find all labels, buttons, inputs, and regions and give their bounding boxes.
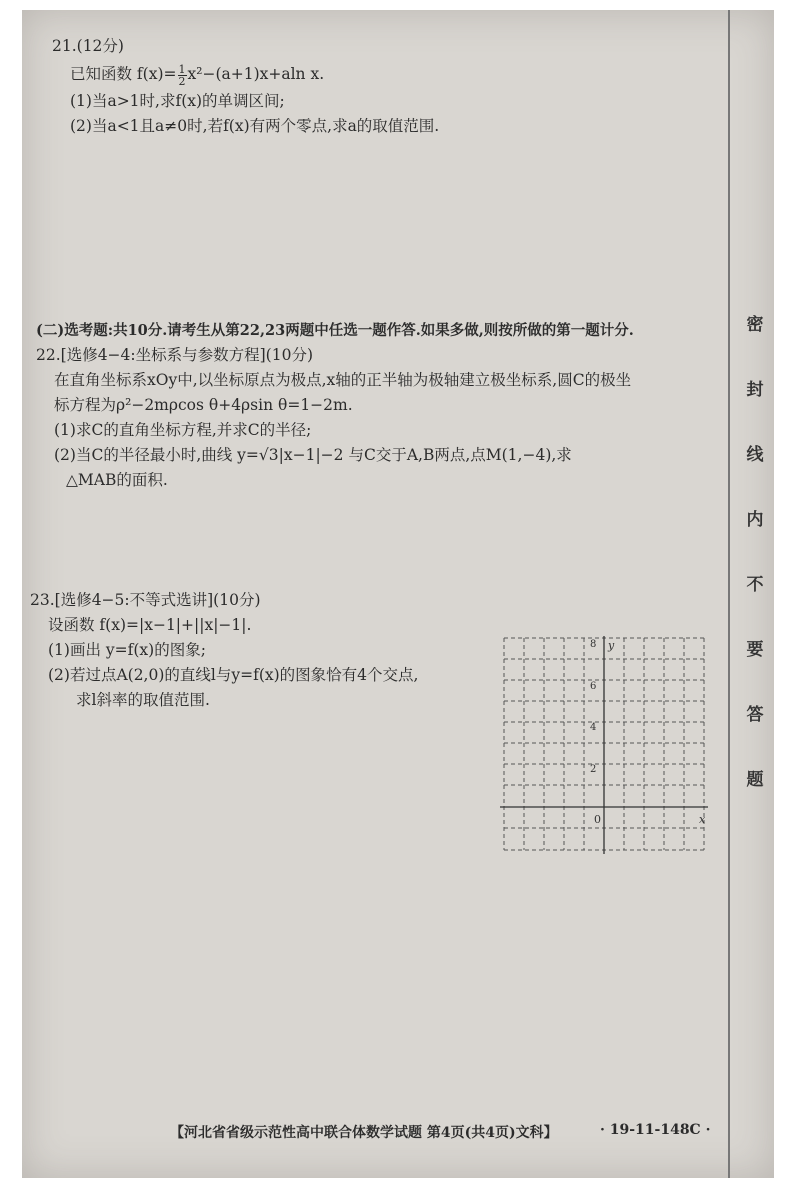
y-tick-label: 8 [590,639,597,650]
question-21 [52,34,439,139]
x-axis-label: x [699,813,706,826]
seal-char: 答 [746,705,764,725]
question-22-part-2-cont: △MAB的面积. [66,471,168,489]
question-23-part-2: (2)若过点A(2,0)的直线l与y=f(x)的图象恰有4个交点, [48,666,419,684]
seal-char: 封 [746,380,764,400]
question-22-line-2: 标方程为ρ²−2mρcos θ+4ρsin θ=1−2m. [54,396,353,414]
page-footer: 【河北省省级示范性高中联合体数学试题 第4页(共4页)文科】 [170,1125,558,1141]
question-21-stem: 已知函数 f(x)= $\frac{1}{2}$ x²−(a+1)x+aln x. [70,62,325,88]
question-23 [30,588,418,713]
seal-char: 线 [746,445,764,465]
question-23-header: 23.[选修4−5:不等式选讲](10分) [30,591,261,609]
question-22-part-1: (1)求C的直角坐标方程,并求C的半径; [54,421,312,439]
seal-char: 密 [746,315,764,335]
question-22-line-1: 在直角坐标系xOy中,以坐标原点为极点,x轴的正半轴为极轴建立极坐标系,圆C的极坐 [54,371,632,389]
question-22 [36,343,631,493]
question-21-header: 21.(12分) [52,37,124,55]
seal-char: 内 [746,510,764,530]
question-23-stem: 设函数 f(x)=|x−1|+||x|−1|. [48,616,252,634]
exam-code: · 19-11-148C · [600,1122,711,1138]
question-21-part-2: (2)当a<1且a≠0时,若f(x)有两个零点,求a的取值范围. [70,117,440,135]
question-22-part-2: (2)当C的半径最小时,曲线 y=√3|x−1|−2 与C交于A,B两点,点M(1,−4),求 [54,446,572,464]
y-tick-label: 2 [590,764,597,775]
seal-char: 题 [746,770,764,790]
question-23-part-2-cont: 求l斜率的取值范围. [76,691,210,709]
question-21-part-1: (1)当a>1时,求f(x)的单调区间; [70,92,285,110]
question-22-header: 22.[选修4−4:坐标系与参数方程](10分) [36,346,313,364]
seal-line-text [740,310,770,790]
question-23-part-1: (1)画出 y=f(x)的图象; [48,641,206,659]
binding-margin-line [728,10,730,1178]
fraction: $\frac{1}{2}$ [178,62,186,88]
coordinate-grid [496,632,712,858]
origin-label: 0 [594,813,601,826]
y-axis-label: y [608,639,615,652]
elective-section-heading: (二)选考题:共10分.请考生从第22,23两题中任选一题作答.如果多做,则按所做的第一题计分. [36,322,634,339]
y-tick-label: 6 [590,681,597,692]
seal-char: 要 [746,640,764,660]
seal-char: 不 [746,575,764,595]
y-tick-label: 4 [590,722,597,733]
